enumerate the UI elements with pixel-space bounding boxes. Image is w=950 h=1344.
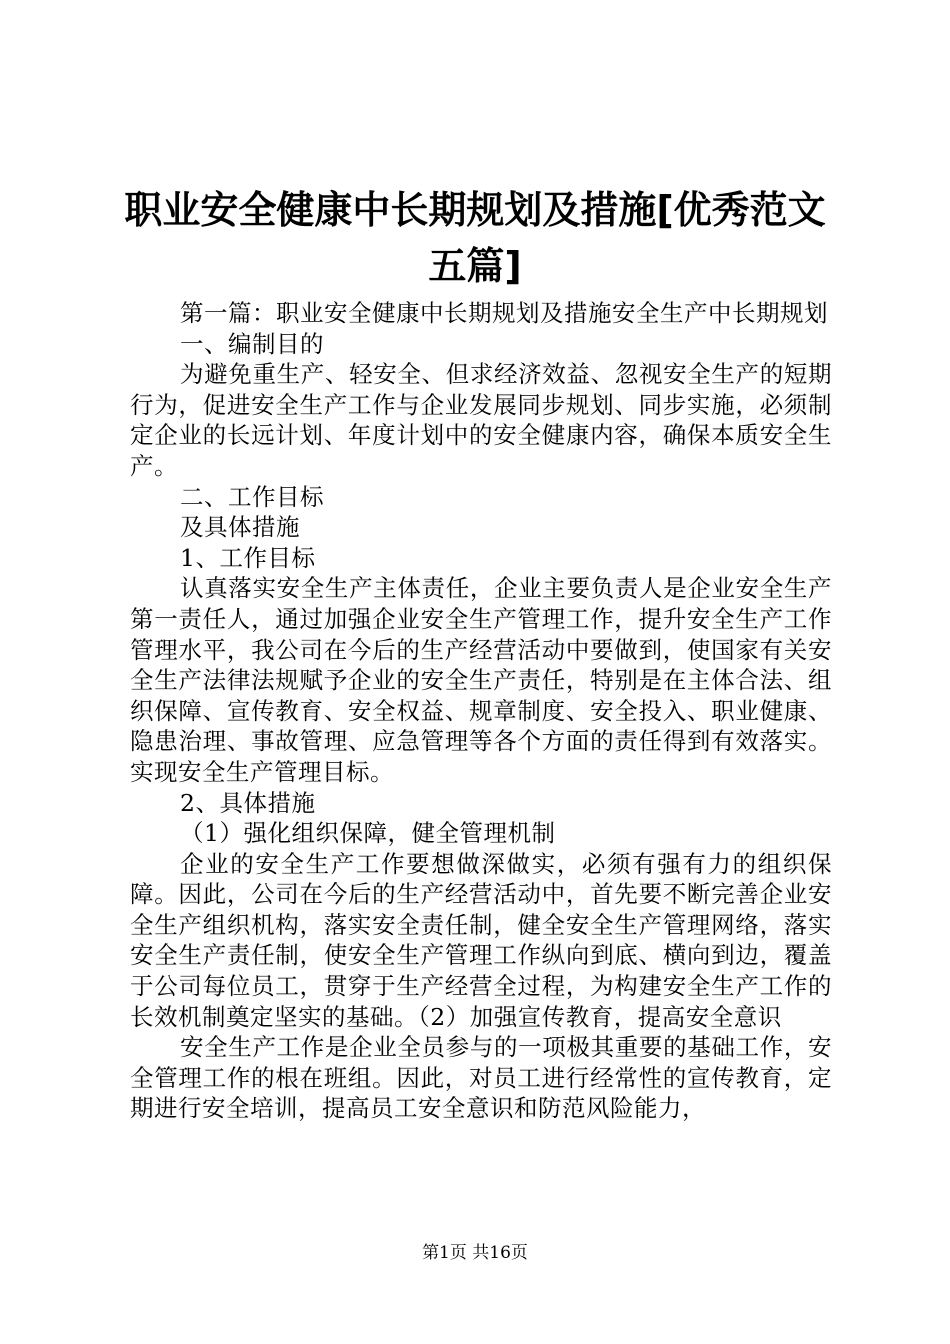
paragraph-purpose: 为避免重生产、轻安全、但求经济效益、忽视安全生产的短期行为，促进安全生产工作与企业发展同步规划、同步实施，必须制定企业的长远计划、年度计划中的安全健康内容，确保本质安全生产。 [130, 360, 832, 480]
document-title: 职业安全健康中长期规划及措施[优秀范文五篇] [124, 188, 826, 288]
paragraph-education: 安全生产工作是企业全员参与的一项极其重要的基础工作，安全管理工作的根在班组。因此，对员工进行经常性的宣传教育，定期进行安全培训，提高员工安全意识和防范风险能力， [130, 1033, 832, 1123]
paragraph-chapter-heading: 第一篇：职业安全健康中长期规划及措施安全生产中长期规划 [180, 299, 828, 327]
paragraph-organization: 企业的安全生产工作要想做深做实，必须有强有力的组织保障。因此，公司在今后的生产经营活动中，首先要不断完善企业安全生产组织机构，落实安全责任制，健全安全生产管理网络，落实安全生产责任制，使安全生产管理工作纵向到底、横向到边，覆盖于公司每位员工，贯穿于生产经营全过程，为构建安全生产工作的长效机制奠定坚实的基础。（2）加强宣传教育，提高安全意识 [130, 849, 832, 1031]
paragraph-goals: 认真落实安全生产主体责任，企业主要负责人是企业安全生产第一责任人，通过加强企业安全生产管理工作，提升安全生产工作管理水平，我公司在今后的生产经营活动中要做到，使国家有关安全生产法律法规赋予企业的安全生产责任，特别是在主体合法、组织保障、宣传教育、安全权益、规章制度、安全投入、职业健康、隐患治理、事故管理、应急管理等各个方面的责任得到有效落实。实现安全生产管理目标。 [130, 574, 832, 786]
subsection-heading-measures: 2、具体措施 [180, 788, 316, 817]
subsection-heading-goals: 1、工作目标 [180, 543, 316, 572]
section-heading-purpose: 一、编制目的 [180, 329, 324, 358]
document-body [130, 298, 832, 1124]
section-heading-measures: 及具体措施 [180, 513, 300, 542]
page-footer: 第1页 共16页 [422, 1243, 528, 1263]
measure-heading-organization: （1）强化组织保障，健全管理机制 [180, 819, 556, 848]
section-heading-goals: 二、工作目标 [180, 482, 324, 511]
